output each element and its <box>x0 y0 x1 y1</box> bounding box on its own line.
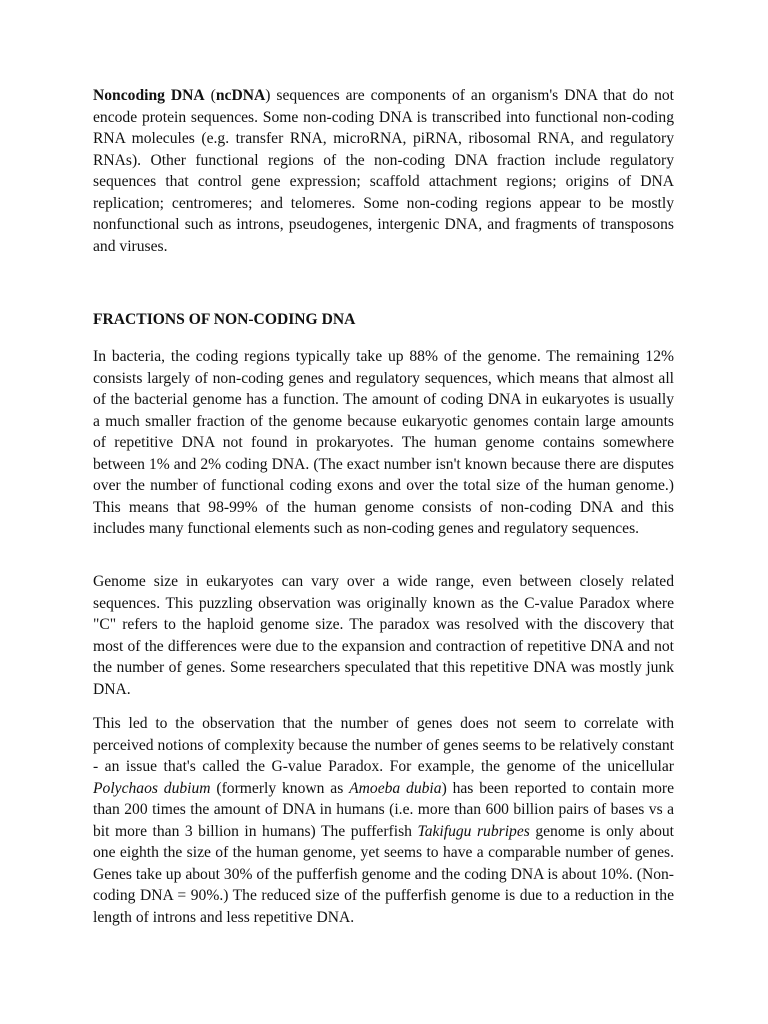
species-takifugu: Takifugu rubripes <box>417 822 530 840</box>
paragraph-g-value <box>93 713 674 928</box>
intro-text: ) sequences are components of an organism's DNA that do not encode protein sequences. Some non-coding DNA is transcribed into functional non-coding RNA molecules (e.g. transfer RNA, microRNA, piRNA, ribosomal RNA, and regulatory RNAs). Other functional regions of the non-coding DNA fraction include regulatory sequences that control gene expression; scaffold attachment regions; origins of DNA replication; centromeres; and telomeres. Some non-coding regions appear to be mostly nonfunctional such as introns, pseudogenes, intergenic DNA, and fragments of transposons and viruses. <box>93 87 674 255</box>
species-amoeba: Amoeba dubia <box>349 779 442 797</box>
document-page <box>93 85 674 926</box>
species-polychaos: Polychaos dubium <box>93 779 211 797</box>
paragraph-genome-size: Genome size in eukaryotes can vary over a wide range, even between closely related sequences. This puzzling observation was originally known as the C-value Paradox where "C" refers to the haploid genome size. The paradox was resolved with the discovery that most of the differences were due to the expansion and contraction of repetitive DNA and not the number of genes. Some researchers speculated that this repetitive DNA was mostly junk DNA. <box>93 573 674 698</box>
term-ncdna: ncDNA <box>215 87 266 104</box>
gvalue-text-2: (formerly known as <box>210 779 350 797</box>
paragraph-bacteria: In bacteria, the coding regions typically take up 88% of the genome. The remaining 12% consists largely of non-coding genes and regulatory sequences, which means that almost all of the bacterial genome has a function. The amount of coding DNA in eukaryotes is usually a much smaller fraction of the genome because eukaryotic genomes contain large amounts of repetitive DNA not found in prokaryotes. The human genome contains somewhere between 1% and 2% coding DNA. (The exact number isn't known because there are disputes over the number of functional coding exons and over the total size of the human genome.) This means that 98-99% of the human genome consists of non-coding DNA and this includes many functional elements such as non-coding genes and regulatory sequences. <box>93 348 674 537</box>
section-heading: FRACTIONS OF NON-CODING DNA <box>93 311 356 328</box>
gvalue-text-4: genome is only about one eighth the size of the human genome, yet seems to have a comparable number of genes. Genes take up about 30% of the pufferfish genome and the coding DNA is about 10%. (Non-coding DNA = 90%.) The reduced size of the pufferfish genome is due to a reduction in the length of introns and less repetitive DNA. <box>93 822 674 926</box>
intro-paragraph <box>93 85 674 257</box>
gvalue-text-3: ) has been reported to contain more than 200 times the amount of DNA in humans (i.e. more than 600 billion pairs of bases vs a bit more than 3 billion in humans) The pufferfish <box>93 779 674 840</box>
intro-paren-open: ( <box>204 87 216 104</box>
gvalue-text-1: This led to the observation that the number of genes does not seem to correlate with perceived notions of complexity because the number of genes seems to be relatively constant - an issue that's called the G-value Paradox. For example, the genome of the unicellular <box>93 715 674 775</box>
term-noncoding-dna: Noncoding DNA <box>93 87 205 104</box>
